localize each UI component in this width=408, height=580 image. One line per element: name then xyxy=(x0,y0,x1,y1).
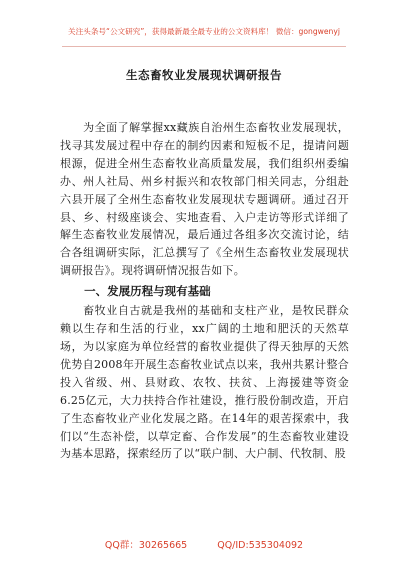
footer-contact xyxy=(0,537,408,551)
footer-qq-group: QQ群：30265665 xyxy=(104,540,188,551)
intro-paragraph: 为全面了解掌握xx藏族自治州生态畜牧业发展现状，找寻其发展过程中存在的制约因素和短板不足，提请问题根源，促进全州生态畜牧业高质量发展，我们组织州委编办、州人社局、州乡村振兴和农牧部门相关同志，分组赴六县开展了全州生态畜牧业发展现状专题调研。通过召开县、乡、村级座谈会、实地查看、入户走访等形式详细了解生态畜牧业发展情况，最后通过各组多次交流讨论，结合各组调研实际，汇总撰写了《全州生态畜牧业发展现状调研报告》。现将调研情况报告如下。 xyxy=(60,121,349,278)
section-heading: 一、发展历程与现有基础 xyxy=(84,284,211,299)
document-body xyxy=(60,119,349,463)
header-divider xyxy=(62,46,346,47)
footer-qq-id: QQ/ID:535304092 xyxy=(217,540,304,551)
section-paragraph: 畜牧业自古就是我州的基础和支柱产业，是牧民群众赖以生存和生活的行业，xx广阔的土地和肥沃的天然草场，为以家庭为单位经营的畜牧业提供了得天独厚的天然优势自2008年开展生态畜牧业试点以来，我州共累计整合投入省级、州、县财政、农牧、扶贫、上海援建等资金6.25亿元，大力扶持合作社建设，推行股份制改造，开启了生态畜牧业产业化发展之路。在14年的艰苦探索中，我们以“生态补偿，以草定畜、合作发展”的生态畜牧业建设为基本思路，探索经历了以“联户制、大户制、代牧制、股 xyxy=(60,304,349,461)
document-title: 生态畜牧业发展现状调研报告 xyxy=(126,68,282,82)
header-notice: 关注头条号“公文研究”，获得最新最全最专业的公文资料库！ 微信：gongwenyj xyxy=(68,27,340,36)
